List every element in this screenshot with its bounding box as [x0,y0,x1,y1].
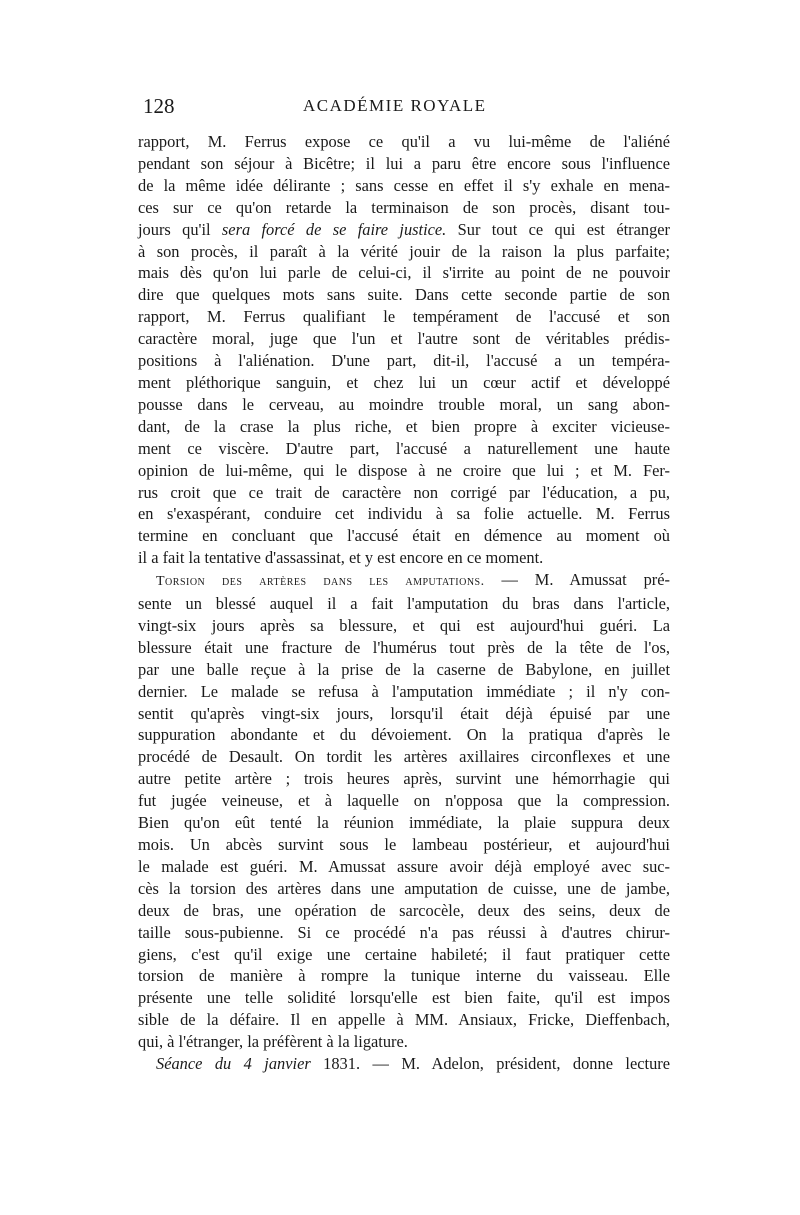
text-line [138,856,670,878]
line-italic: Séance du 4 janvier [156,1054,311,1074]
text-line [138,503,670,525]
line-text: pousse dans le cerveau, au moindre trouble moral, un sang abon- [138,394,670,414]
line-text: il a fait la tentative d'assassinat, et y est encore en ce moment. [138,548,544,568]
text-line [138,703,670,725]
line-text: Bien qu'on eût tenté la réunion immédiate, la plaie suppura deux [138,813,670,833]
text-line [138,438,670,460]
text-line [138,350,670,372]
text-line [138,262,670,284]
line-caps: Torsion des artères dans les amputations. [156,574,485,590]
line-text: de la même idée délirante ; sans cesse en effet il s'y exhale en mena- [138,175,670,195]
line-text: ces sur ce qu'on retarde la terminaison de son procès, disant tou- [138,197,670,217]
line-text: fut jugée veineuse, et à laquelle on n'opposa que la compression. [138,791,670,811]
line-text: ment pléthorique sanguin, et chez lui un cœur actif et développé [138,372,670,392]
text-line [138,547,670,569]
text-line [138,131,670,153]
line-text: dant, de la crase la plus riche, et bien propre à exciter vicieuse- [138,416,670,436]
text-line [138,1031,670,1053]
line-text: qui, à l'étranger, la préfèrent à la ligature. [138,1032,408,1052]
text-line [138,922,670,944]
line-text: opinion de lui-même, qui le dispose à ne croire que lui ; et M. Fer- [138,460,670,480]
line-text: le malade est guéri. M. Amussat assure avoir déjà employé avec suc- [138,856,670,876]
line-text: mais dès qu'on lui parle de celui-ci, il s'irrite au point de ne pouvoir [138,263,670,283]
text-line [138,241,670,263]
text-line [138,593,670,615]
text-line [138,834,670,856]
text-line [138,569,670,593]
line-text: rus croit que ce trait de caractère non corrigé par l'éducation, a pu, [138,482,670,502]
line-after: 1831. — M. Adelon, président, donne lecture [310,1054,670,1074]
text-line [138,197,670,219]
text-line [138,153,670,175]
line-text: deux de bras, une opération de sarcocèle, deux des seins, deux de [138,900,670,920]
text-line [138,1053,670,1075]
line-text: mois. Un abcès survint sous le lambeau postérieur, et aujourd'hui [138,835,670,854]
line-text: par une balle reçue à la prise de la caserne de Babylone, en juillet [138,659,670,679]
line-before: jours qu'il [138,219,222,239]
text-line [138,965,670,987]
line-text: giens, c'est qu'il exige une certaine habileté; il faut pratiquer cette [138,944,670,964]
text-line [138,525,670,547]
text-line [138,372,670,394]
text-line [138,681,670,703]
line-text: sente un blessé auquel il a fait l'amputation du bras dans l'article, [138,594,670,614]
text-line [138,900,670,922]
line-text: caractère moral, juge que l'un et l'autre sont de véritables prédis- [138,329,670,349]
line-after: Sur tout ce qui est étranger [446,219,671,239]
page-header [143,92,663,122]
text-line [138,615,670,637]
line-text: vingt-six jours après sa blessure, et qui est aujourd'hui guéri. La [138,615,670,635]
line-text: cès la torsion des artères dans une amputation de cuisse, une de jambe, [138,878,670,898]
text-line [138,219,670,241]
line-text: présente une telle solidité lorsqu'elle est bien faite, qu'il est impos [138,988,670,1008]
page-number: 128 [143,94,175,118]
text-line [138,460,670,482]
text-line [138,790,670,812]
text-line [138,306,670,328]
text-line [138,944,670,966]
line-text: torsion de manière à rompre la tunique interne du vaisseau. Elle [138,966,670,986]
text-line [138,746,670,768]
text-line [138,328,670,350]
text-line [138,878,670,900]
running-head: ACADÉMIE ROYALE [303,96,487,115]
text-line [138,724,670,746]
line-text: procédé de Desault. On tordit les artères axillaires circonflexes et une [138,747,670,767]
line-after: — M. Amussat pré- [484,570,670,590]
text-line [138,637,670,659]
text-line [138,394,670,416]
text-line [138,987,670,1009]
line-text: pendant son séjour à Bicêtre; il lui a paru être encore sous l'influence [138,153,670,173]
text-line [138,1009,670,1031]
text-line [138,416,670,438]
text-line [138,482,670,504]
line-text: suppuration abondante et du dévoiement. On la pratiqua d'après le [138,725,670,745]
line-text: blessure était une fracture de l'humérus tout près de la tête de l'os, [138,637,670,657]
line-text: positions à l'aliénation. D'une part, dit-il, l'accusé a un tempéra- [138,351,670,371]
text-line [138,768,670,790]
line-text: taille sous-pubienne. Si ce procédé n'a pas réussi à d'autres chirur- [138,922,670,942]
line-italic: sera forcé de se faire justice. [221,219,447,239]
line-text: à son procès, il paraît à la vérité jouir de la raison la plus parfaite; [138,241,670,261]
text-line [138,284,670,306]
line-text: rapport, M. Ferrus expose ce qu'il a vu lui-même de l'aliéné [138,132,670,151]
line-text: sentit qu'après vingt-six jours, lorsqu'il était déjà épuisé par une [138,703,670,723]
text-line [138,812,670,834]
line-text: sible de la défaire. Il en appelle à MM. Ansiaux, Fricke, Dieffenbach, [138,1010,670,1030]
line-text: rapport, M. Ferrus qualifiant le tempérament de l'accusé et son [138,307,670,327]
line-text: dire que quelques mots sans suite. Dans cette seconde partie de son [138,285,670,305]
line-text: ment ce viscère. D'autre part, l'accusé a naturellement une haute [138,438,670,458]
line-text: en s'exaspérant, conduire cet individu à sa folie actuelle. M. Ferrus [138,504,670,524]
body-text [138,131,670,1075]
line-text: dernier. Le malade se refusa à l'amputation immédiate ; il n'y con- [138,681,670,701]
line-text: autre petite artère ; trois heures après, survint une hémorrhagie qui [138,769,670,789]
text-line [138,659,670,681]
text-line [138,175,670,197]
line-text: termine en concluant que l'accusé était en démence au moment où [138,526,670,546]
